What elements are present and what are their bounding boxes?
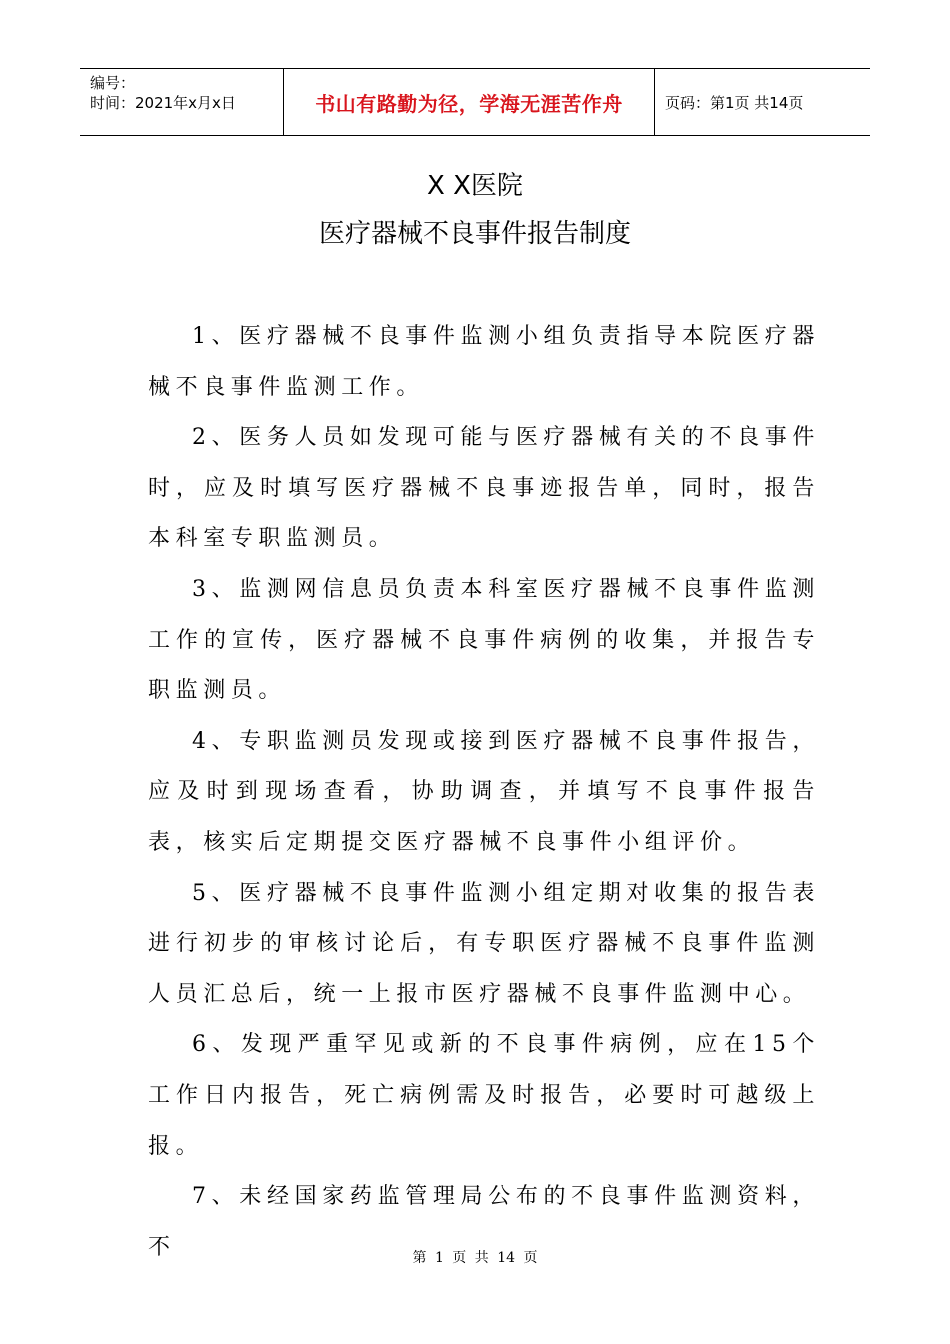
- paragraph-7: 7、未经国家药监管理局公布的不良事件监测资料，不: [148, 1184, 820, 1260]
- document-title-hospital: X X医院: [427, 171, 523, 201]
- page-footer: 第 1 页 共 14 页: [412, 1250, 538, 1266]
- paragraph-1: 1、医疗器械不良事件监测小组负责指导本院医疗器械不良事件监测工作。: [148, 324, 820, 400]
- header-page-cell: [655, 69, 870, 135]
- paragraph-6: 6、发现严重罕见或新的不良事件病例，应在15个工作日内报告，死亡病例需及时报告，必要时可越级上报。: [148, 1032, 820, 1159]
- document-body: [148, 312, 820, 1273]
- paragraph-2: 2、医务人员如发现可能与医疗器械有关的不良事件时，应及时填写医疗器械不良事迹报告单，同时，报告本科室专职监测员。: [148, 425, 820, 552]
- header-motto-cell: [283, 69, 655, 135]
- header-meta-cell: [80, 69, 283, 135]
- document-number-label: 编号：: [90, 74, 136, 92]
- document-time-label: 时间：2021年x月x日: [90, 94, 236, 112]
- header-table: [80, 68, 870, 136]
- paragraph-5: 5、医疗器械不良事件监测小组定期对收集的报告表进行初步的审核讨论后，有专职医疗器械不良事件监测人员汇总后，统一上报市医疗器械不良事件监测中心。: [148, 880, 820, 1007]
- paragraph-3: 3、监测网信息员负责本科室医疗器械不良事件监测工作的宣传，医疗器械不良事件病例的收集，并报告专职监测员。: [148, 576, 820, 704]
- header-motto: 书山有路勤为径，学海无涯苦作舟: [315, 91, 623, 116]
- document-title-regulation: 医疗器械不良事件报告制度: [318, 219, 631, 249]
- paragraph-4: 4、专职监测员发现或接到医疗器械不良事件报告，应及时到现场查看，协助调查，并填写不良事件报告表，核实后定期提交医疗器械不良事件小组评价。: [148, 728, 820, 855]
- header-page-info: 页码：第1页 共14页: [665, 93, 804, 112]
